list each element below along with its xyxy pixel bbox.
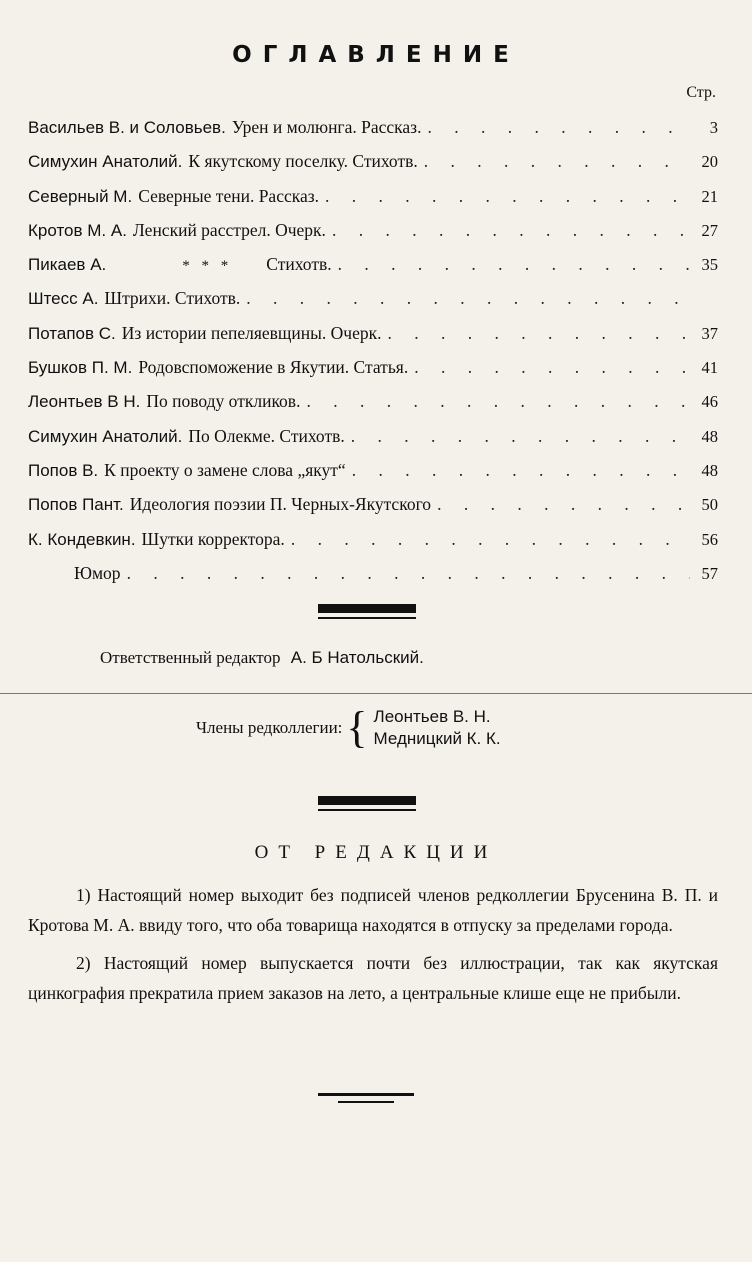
toc-work-title: Родовспоможение в Якутии. Статья. bbox=[138, 357, 409, 378]
toc-author: Васильев В. и Соловьев. bbox=[28, 118, 226, 137]
leader-dots bbox=[338, 247, 690, 281]
toc-entry bbox=[28, 384, 718, 418]
toc-page-number: 50 bbox=[701, 495, 718, 515]
toc-author: К. Кондевкин. bbox=[28, 529, 136, 549]
toc-page-number: 21 bbox=[701, 186, 718, 206]
toc-work-title: Идеология поэзии П. Черных-Якутского bbox=[129, 494, 432, 515]
leader-dots bbox=[332, 213, 690, 247]
board-members bbox=[374, 706, 501, 750]
note-paragraph: 2) Настоящий номер выпускается почти без иллюстрации, так как якутская цинкография прекратила прием заказов на лето, а центральные клише еще не прибыли. bbox=[28, 953, 718, 1003]
leader-dots bbox=[325, 179, 690, 213]
section-divider bbox=[318, 796, 416, 805]
toc-page-number: 56 bbox=[701, 529, 718, 549]
toc-work-title: Северные тени. Рассказ. bbox=[138, 185, 320, 206]
toc-author: Симухин Анатолий. bbox=[28, 426, 183, 446]
toc-entry bbox=[28, 522, 718, 556]
toc-author: Штесс А. bbox=[28, 289, 99, 309]
toc-page-number: 48 bbox=[701, 460, 718, 480]
toc-page-number: 37 bbox=[701, 323, 718, 343]
toc-author: Симухин Анатолий. bbox=[28, 152, 183, 172]
leader-dots bbox=[306, 384, 690, 418]
table-of-contents bbox=[28, 110, 718, 590]
toc-work-title: Стихотв. bbox=[266, 254, 332, 275]
toc-page-number: 35 bbox=[701, 255, 718, 275]
toc-work-title: Юмор bbox=[74, 562, 121, 583]
toc-work-title: Ленский расстрел. Очерк. bbox=[132, 219, 326, 240]
toc-author: Попов В. bbox=[28, 460, 99, 480]
toc-entry bbox=[28, 419, 718, 453]
paper-fold-line bbox=[0, 693, 752, 694]
leader-dots bbox=[246, 281, 690, 315]
toc-page-number: 20 bbox=[701, 152, 718, 172]
toc-page-number: 3 bbox=[709, 118, 718, 137]
toc-page-number: 41 bbox=[701, 358, 718, 378]
toc-work-title: К якутскому поселку. Стихотв. bbox=[188, 151, 418, 172]
toc-work-title: К проекту о замене слова „якут“ bbox=[104, 459, 346, 480]
toc-author: Потапов С. bbox=[28, 323, 116, 343]
toc-title: ОГЛАВЛЕНИЕ bbox=[232, 42, 520, 68]
toc-page-number: 46 bbox=[701, 392, 718, 412]
editor-label: Ответственный редактор bbox=[100, 648, 281, 667]
toc-entry bbox=[28, 144, 718, 178]
editorial-board bbox=[196, 703, 501, 752]
toc-author: Пикаев А. bbox=[28, 255, 107, 275]
leader-dots bbox=[127, 556, 690, 590]
leader-dots bbox=[351, 419, 690, 453]
toc-work-title: По поводу откликов. bbox=[146, 391, 301, 412]
board-member: Леонтьев В. Н. bbox=[373, 707, 491, 726]
board-member: Медницкий К. К. bbox=[373, 729, 501, 748]
toc-work-title: Урен и молюнга. Рассказ. bbox=[231, 117, 422, 137]
toc-entry bbox=[28, 453, 718, 487]
toc-page-number: 48 bbox=[701, 426, 718, 446]
leader-dots bbox=[352, 453, 690, 487]
toc-author: Леонтьев В Н. bbox=[28, 392, 141, 412]
notes-title: ОТ РЕДАКЦИИ bbox=[254, 842, 498, 863]
leader-dots bbox=[387, 316, 690, 350]
toc-page-number: 27 bbox=[701, 220, 718, 240]
closing-divider bbox=[318, 1093, 414, 1096]
brace-glyph: { bbox=[346, 703, 368, 752]
toc-entry bbox=[28, 316, 718, 350]
toc-work-title: Из истории пепеляевщины. Очерк. bbox=[121, 322, 382, 343]
toc-entry bbox=[28, 179, 718, 213]
toc-work-title: Штрихи. Стихотв. bbox=[104, 288, 241, 309]
leader-dots bbox=[437, 487, 690, 521]
toc-work-title: По Олекме. Стихотв. bbox=[188, 425, 345, 446]
leader-dots bbox=[414, 350, 690, 384]
toc-page-number: 57 bbox=[701, 563, 718, 583]
asterism: * * * bbox=[182, 258, 233, 275]
leader-dots bbox=[427, 110, 690, 144]
toc-author: Бушков П. М. bbox=[28, 358, 133, 378]
section-divider bbox=[318, 604, 416, 613]
toc-author: Попов Пант. bbox=[28, 495, 124, 515]
toc-author: Кротов М. А. bbox=[28, 220, 127, 240]
editor-name: А. Б Натольский. bbox=[290, 648, 424, 667]
editor-line bbox=[100, 648, 424, 668]
toc-work-title: Шутки корректора. bbox=[141, 528, 285, 549]
leader-dots bbox=[291, 522, 690, 556]
toc-entry bbox=[28, 110, 718, 144]
toc-author: Северный М. bbox=[28, 186, 133, 206]
editorial-notes bbox=[28, 880, 718, 1016]
toc-entry bbox=[28, 556, 718, 590]
toc-entry bbox=[28, 247, 718, 281]
leader-dots bbox=[424, 144, 690, 178]
toc-entry bbox=[28, 281, 718, 315]
note-paragraph: 1) Настоящий номер выходит без подписей членов редколлегии Брусенина В. П. и Кротова М. А. ввиду того, что оба товарища находятся в отпуску за пределами города. bbox=[28, 885, 718, 935]
toc-entry bbox=[28, 213, 718, 247]
toc-entry bbox=[28, 487, 718, 521]
page-column-header: Стр. bbox=[686, 84, 716, 101]
toc-entry bbox=[28, 350, 718, 384]
board-label: Члены редколлегии: bbox=[196, 718, 343, 737]
